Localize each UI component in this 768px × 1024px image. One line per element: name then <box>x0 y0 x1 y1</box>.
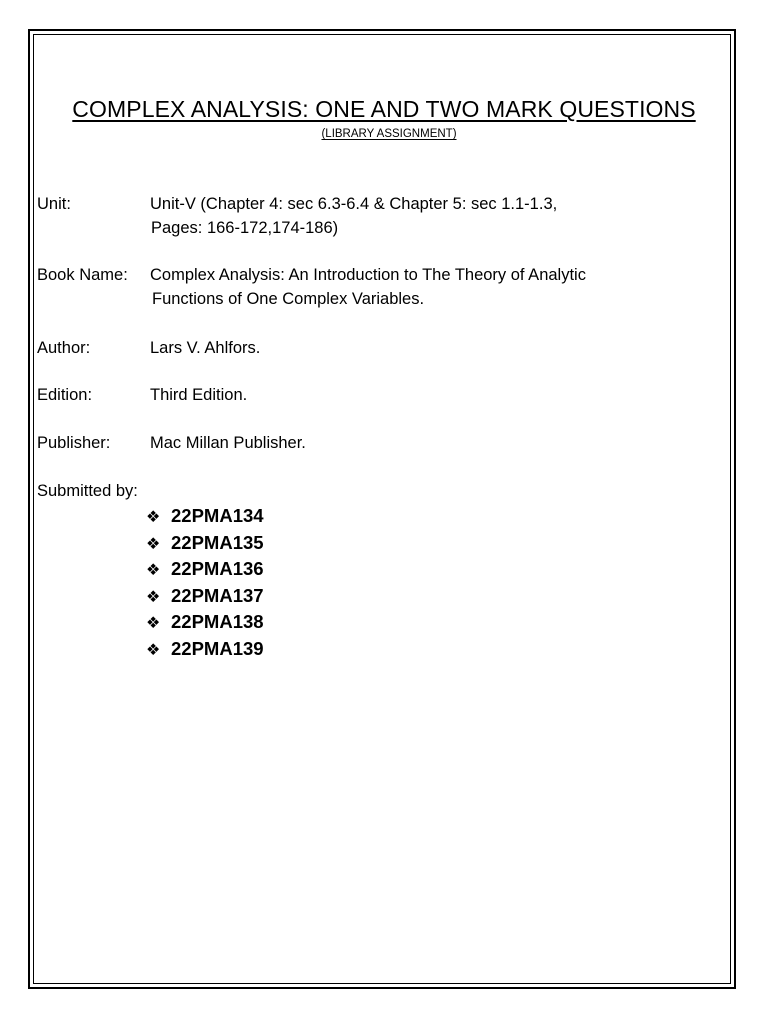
unit-value <box>150 192 557 240</box>
author-value <box>150 336 260 360</box>
document-subtitle: (LIBRARY ASSIGNMENT) <box>321 128 457 140</box>
member-id: 22PMA136 <box>171 558 264 580</box>
edition-label: Edition: <box>37 386 93 404</box>
member-id: 22PMA137 <box>171 584 264 606</box>
list-item <box>146 583 264 610</box>
unit-value-line-2: Pages: 166-172,174-186) <box>151 219 339 237</box>
book-name-line-1: Complex Analysis: An Introduction to The Theory of Analytic <box>150 266 586 284</box>
unit-label: Unit: <box>37 195 71 213</box>
edition-text: Third Edition. <box>150 386 248 404</box>
page-border-inner <box>33 34 731 984</box>
author-label: Author: <box>37 339 91 357</box>
publisher-text: Mac Millan Publisher. <box>150 434 306 452</box>
book-name-label: Book Name: <box>37 266 128 284</box>
list-item <box>146 609 264 636</box>
edition-value <box>150 383 247 407</box>
diamond-bullet-icon: ❖ <box>146 588 161 606</box>
list-item <box>146 503 264 530</box>
book-name-value <box>150 263 586 311</box>
list-item <box>146 636 264 663</box>
submitted-by-label: Submitted by: <box>37 482 138 500</box>
diamond-bullet-icon: ❖ <box>146 641 161 659</box>
list-item <box>146 530 264 557</box>
diamond-bullet-icon: ❖ <box>146 615 161 633</box>
document-title: COMPLEX ANALYSIS: ONE AND TWO MARK QUESTIONS <box>72 96 696 122</box>
publisher-label: Publisher: <box>37 434 111 452</box>
publisher-value <box>150 431 306 455</box>
diamond-bullet-icon: ❖ <box>146 535 161 553</box>
unit-value-line-1: Unit-V (Chapter 4: sec 6.3-6.4 & Chapter 5: sec 1.1-1.3, <box>150 195 558 213</box>
submitted-by-list <box>146 503 264 663</box>
list-item <box>146 556 264 583</box>
member-id: 22PMA139 <box>171 637 264 659</box>
diamond-bullet-icon: ❖ <box>146 562 161 580</box>
diamond-bullet-icon: ❖ <box>146 509 161 526</box>
book-name-line-2: Functions of One Complex Variables. <box>152 290 425 308</box>
member-id: 22PMA135 <box>171 531 264 553</box>
member-id: 22PMA134 <box>171 505 264 526</box>
author-name: Lars V. Ahlfors. <box>150 339 261 357</box>
member-id: 22PMA138 <box>171 611 264 633</box>
